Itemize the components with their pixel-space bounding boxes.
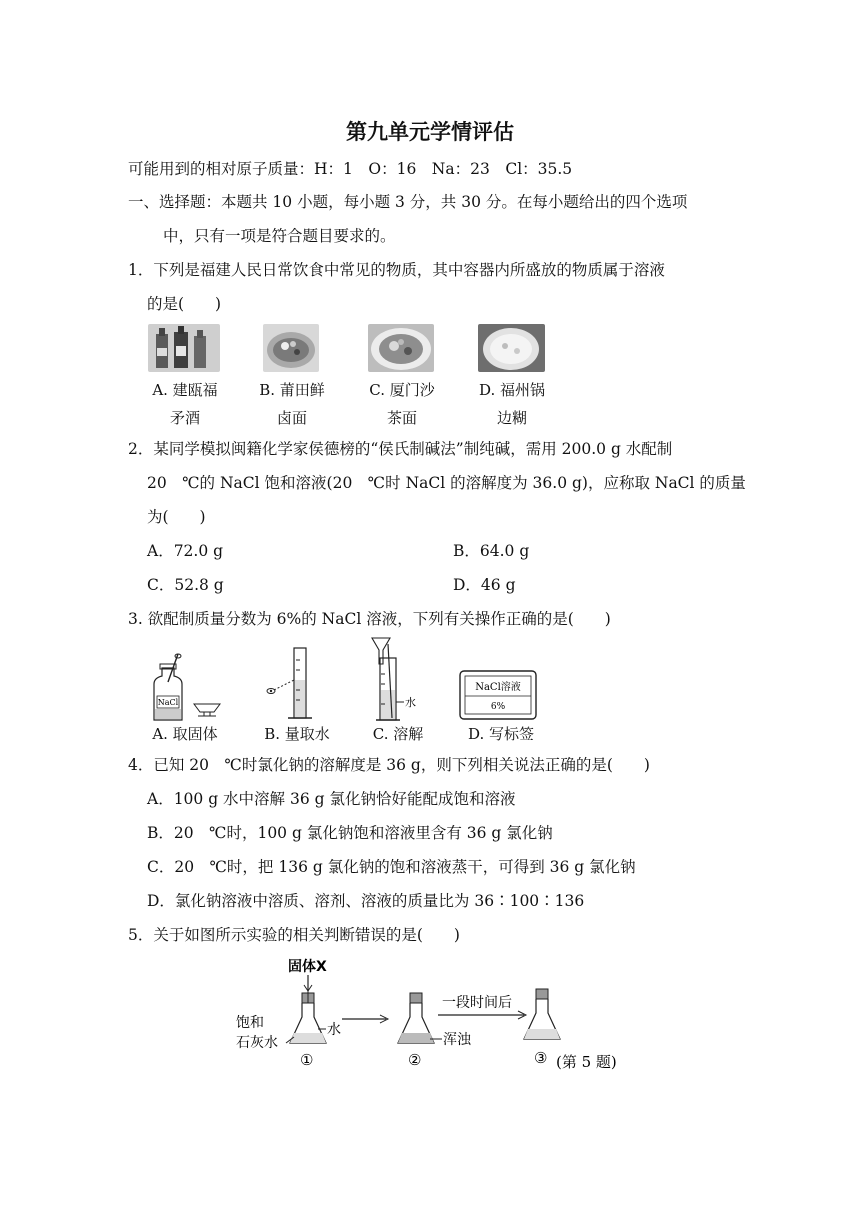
satay-noodle-image: [368, 324, 434, 372]
solid-x-label: 固体X: [288, 959, 327, 975]
q2-option-a: A．72.0 g: [147, 542, 224, 560]
label-tag-diagram: [459, 670, 537, 720]
bottle-label: NaCl: [157, 698, 179, 707]
flask-1: [286, 989, 341, 1069]
bianhu-soup-image: [478, 324, 545, 372]
q2-stem: 2．某同学模拟闽籍化学家侯德榜的“侯氏制碱法”制纯碱，需用 200.0 g 水配制: [128, 440, 673, 458]
turbid-label: 浑浊: [443, 1032, 471, 1048]
q4-option-b: B．20 ℃时，100 g 氯化钠饱和溶液里含有 36 g 氯化钠: [147, 824, 553, 842]
q5-caption: (第 5 题): [556, 1053, 617, 1071]
water-label: 水: [405, 696, 416, 709]
q2-option-d: D．46 g: [453, 576, 516, 594]
q4-option-a: A．100 g 水中溶解 36 g 氯化钠恰好能配成饱和溶液: [147, 790, 516, 808]
q5-stem: 5．关于如图所示实验的相关判断错误的是( ): [128, 926, 460, 944]
dissolve-diagram: [368, 634, 434, 724]
page-title: 第九单元学情评估: [346, 120, 514, 144]
q3-option-c: C. 溶解: [372, 725, 424, 743]
q4-option-d: D．氯化钠溶液中溶质、溶剂、溶液的质量比为 36∶100∶136: [147, 892, 585, 910]
q1-option-c: C. 厦门沙 茶面: [369, 381, 435, 427]
tag-percent: 6%: [490, 702, 506, 712]
q4-option-c: C．20 ℃时，把 136 g 氯化钠的饱和溶液蒸干，可得到 36 g 氯化钠: [147, 858, 636, 876]
q1-stem-cont: 的是( ): [147, 295, 222, 313]
q4-stem: 4．已知 20 ℃时氯化钠的溶解度是 36 g，则下列相关说法正确的是( ): [128, 756, 650, 774]
circle-two: ②: [408, 1051, 422, 1069]
reagent-bottle-diagram: [148, 652, 228, 724]
q1-option-d: D. 福州锅 边糊: [478, 381, 546, 427]
wine-bottles-image: [148, 324, 220, 372]
q1-option-a: A. 建瓯福 矛酒: [152, 381, 218, 427]
water-label-flask: 水: [327, 1022, 341, 1038]
tag-name: NaCl溶液: [475, 682, 521, 693]
q2-stem-end: 为( ): [147, 508, 206, 526]
graduated-cylinder-diagram: [262, 646, 328, 724]
after-time-label: 一段时间后: [442, 995, 512, 1011]
circle-one: ①: [300, 1051, 314, 1069]
limewater-label: 石灰水: [236, 1035, 278, 1051]
q2-option-c: C．52.8 g: [147, 576, 224, 594]
q5-experiment-diagram: [230, 955, 630, 1077]
q1-stem: 1．下列是福建人民日常饮食中常见的物质，其中容器内所盛放的物质属于溶液: [128, 261, 665, 279]
q1-option-b: B. 莆田鲜 卤面: [259, 381, 325, 427]
q3-option-d: D. 写标签: [467, 725, 535, 743]
q2-option-b: B．64.0 g: [453, 542, 530, 560]
atomic-masses: 可能用到的相对原子质量：H：1 O：16 Na：23 Cl：35.5: [128, 160, 573, 178]
q3-option-b: B. 量取水: [264, 725, 330, 743]
flask-3: [524, 989, 560, 1067]
q2-stem-cont: 20 ℃的 NaCl 饱和溶液(20 ℃时 NaCl 的溶解度为 36.0 g)，应称取 NaCl 的质量: [147, 474, 746, 492]
q3-option-a: A. 取固体: [152, 725, 218, 743]
circle-three: ③: [534, 1049, 548, 1067]
q3-stem: 3. 欲配制质量分数为 6%的 NaCl 溶液，下列有关操作正确的是( ): [128, 610, 611, 628]
noodle-dish-image: [263, 324, 319, 372]
section-heading: 一、选择题：本题共 10 小题，每小题 3 分，共 30 分。在每小题给出的四个选项: [128, 193, 688, 211]
saturated-label: 饱和: [236, 1015, 264, 1031]
section-heading-cont: 中，只有一项是符合题目要求的。: [163, 227, 396, 245]
